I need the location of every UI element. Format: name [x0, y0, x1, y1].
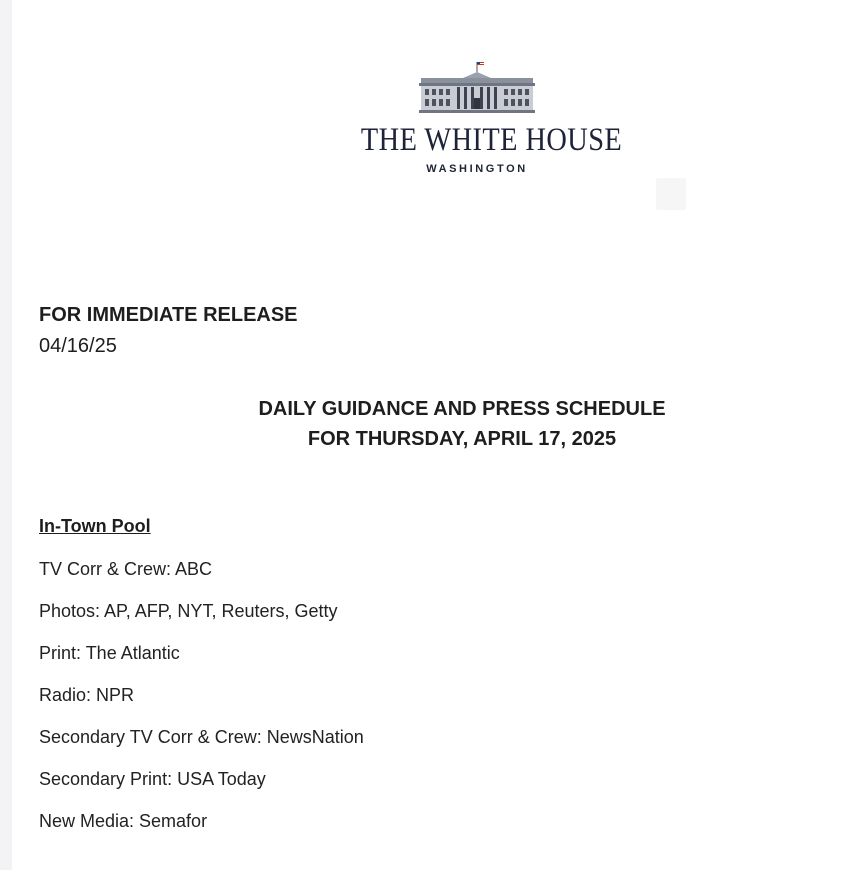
letterhead: [342, 60, 623, 175]
list-item: Radio: NPR: [39, 685, 135, 705]
heading-line-1: DAILY GUIDANCE AND PRESS SCHEDULE: [258, 398, 666, 420]
heading-line-2: FOR THURSDAY, APRIL 17, 2025: [307, 428, 617, 450]
list-item: Photos: AP, AFP, NYT, Reuters, Getty: [39, 601, 338, 621]
list-item: New Media: Semafor: [39, 811, 208, 831]
letterhead-subtitle: WASHINGTON: [426, 163, 528, 175]
pool-list: [39, 558, 364, 852]
faint-artifact: [656, 178, 686, 210]
list-item: Print: The Atlantic: [39, 643, 180, 663]
list-item: Secondary TV Corr & Crew: NewsNation: [39, 727, 364, 747]
release-date: 04/16/25: [39, 335, 117, 357]
letterhead-title: THE WHITE HOUSE: [360, 122, 623, 158]
release-label: FOR IMMEDIATE RELEASE: [39, 304, 298, 326]
section-title-in-town-pool: In-Town Pool: [39, 516, 151, 536]
list-item: TV Corr & Crew: ABC: [39, 559, 213, 579]
list-item: Secondary Print: USA Today: [39, 769, 266, 789]
document-page: [12, 0, 850, 870]
white-house-building-icon: [419, 60, 535, 114]
document-heading: [12, 394, 850, 454]
